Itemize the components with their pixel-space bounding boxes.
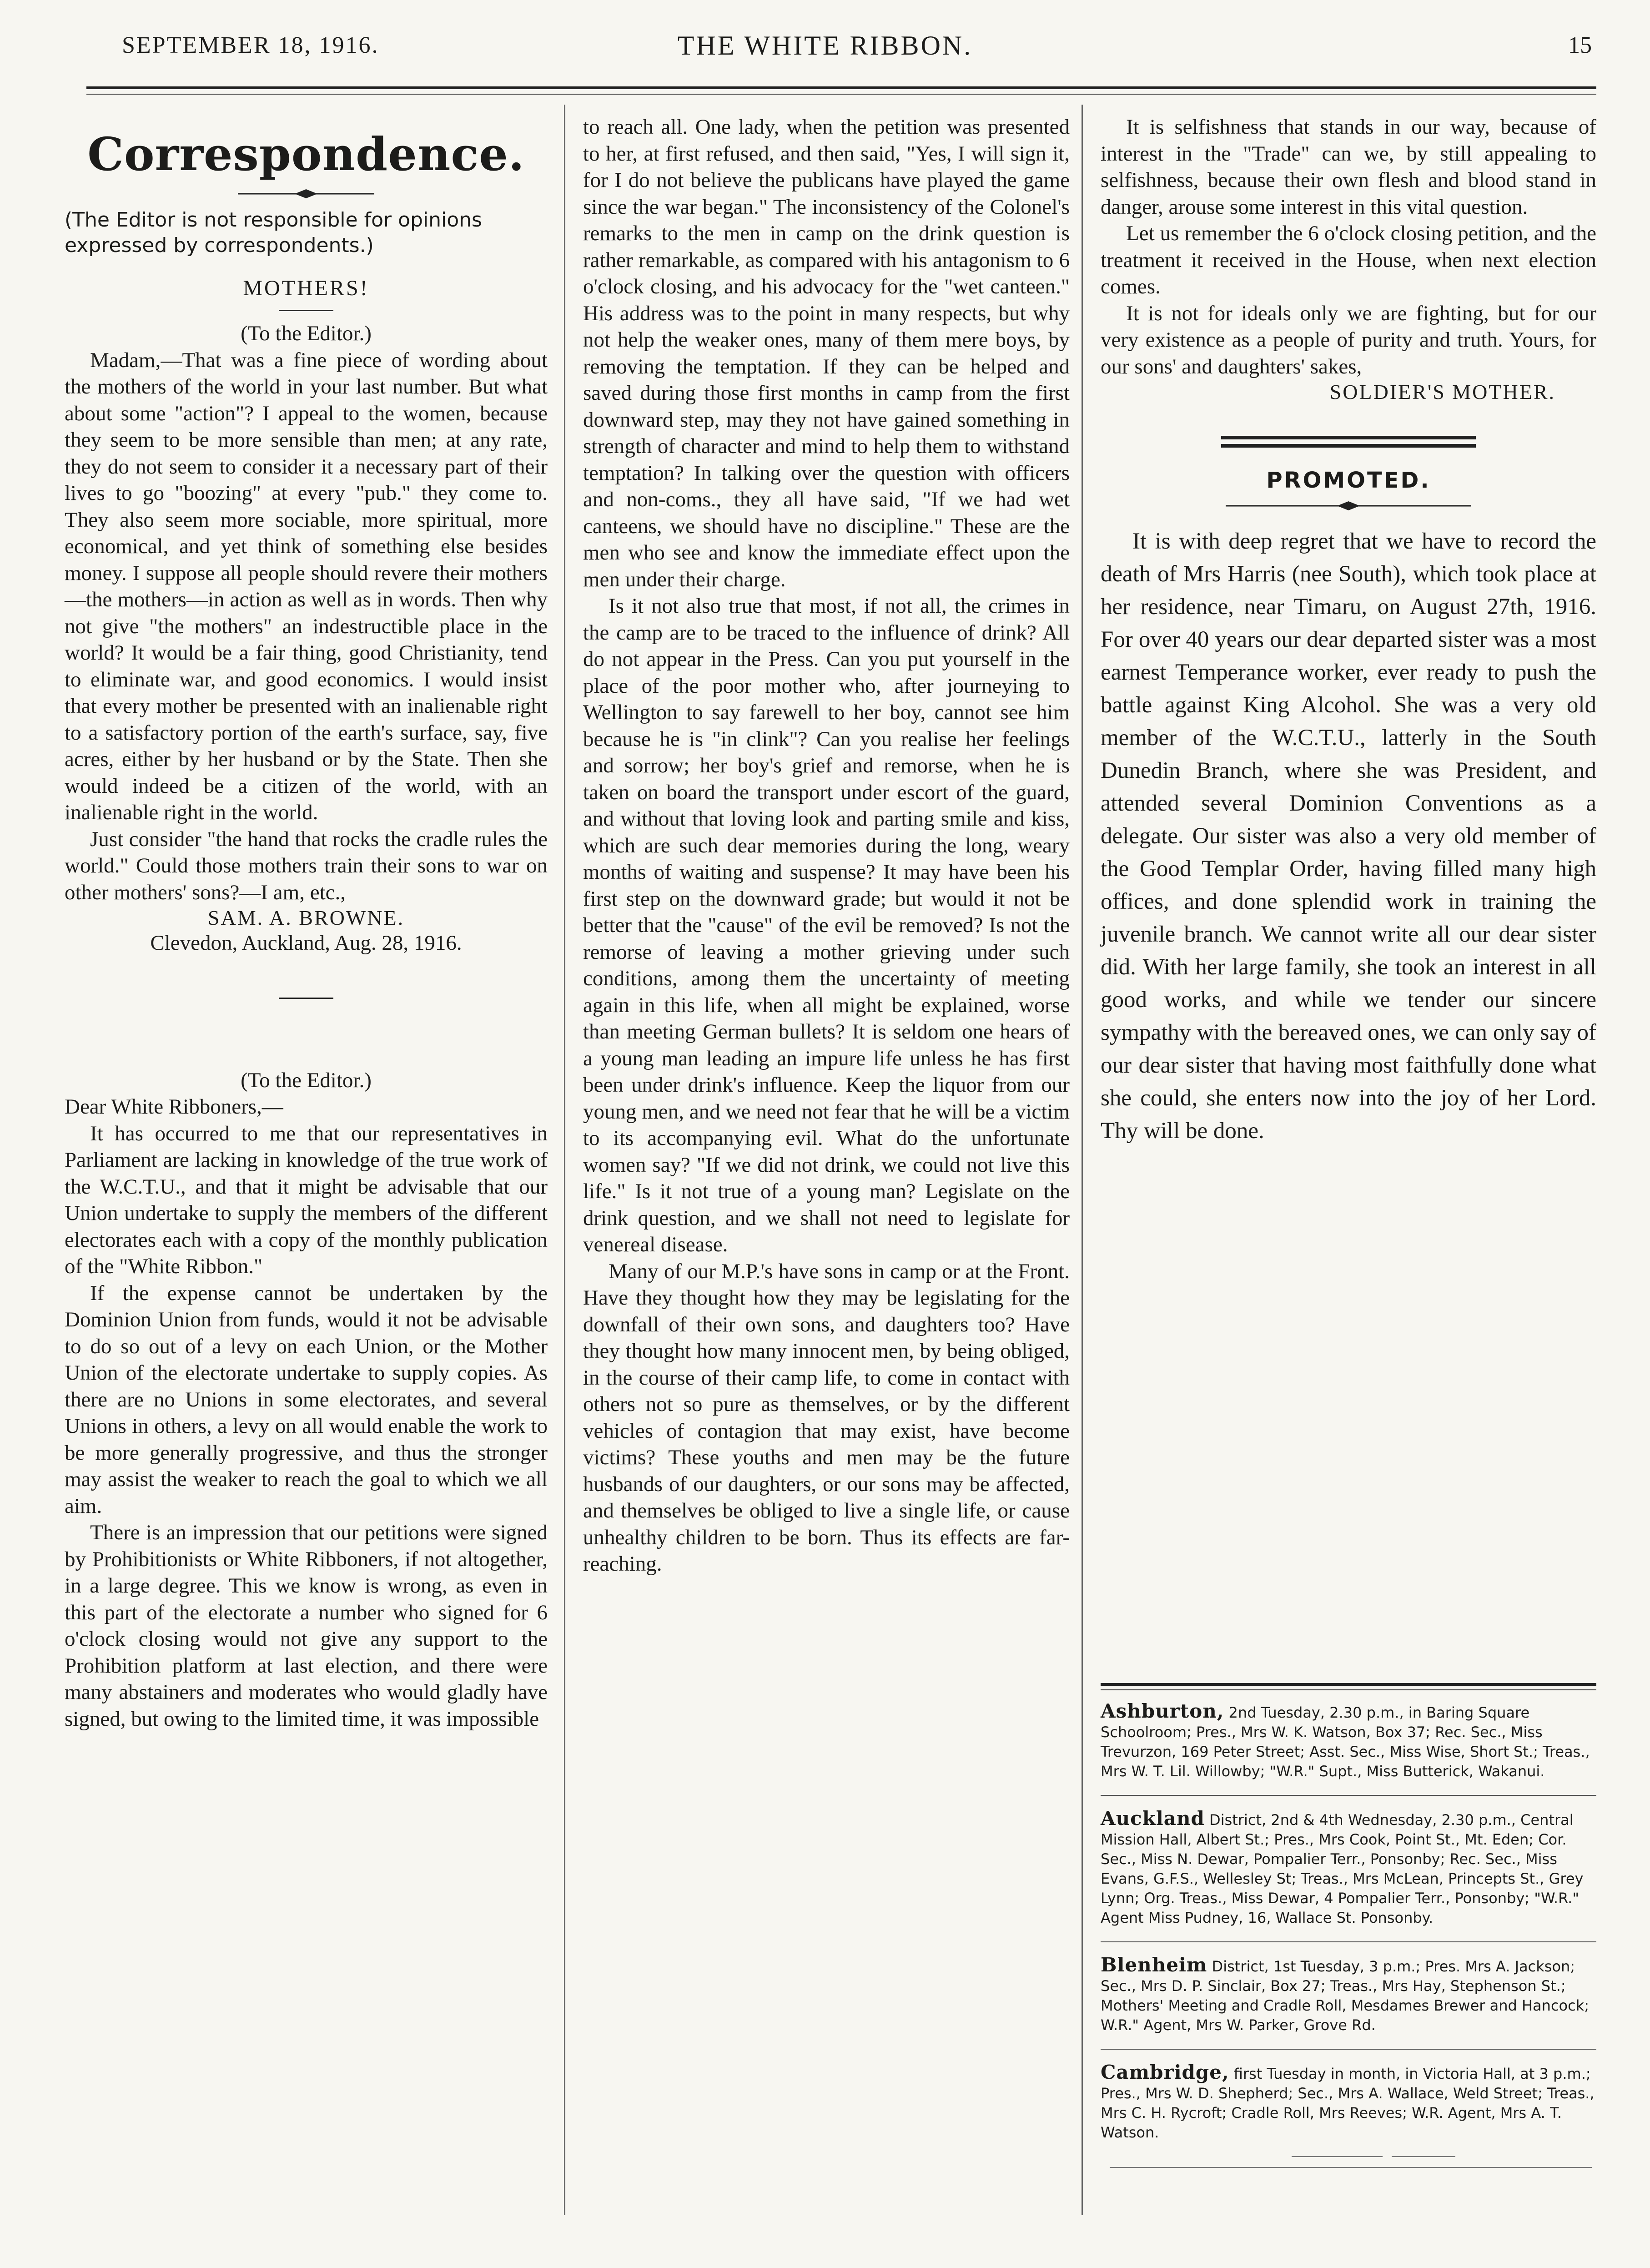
column-divider-1 [564, 105, 565, 2215]
union-name: Blenheim [1101, 1954, 1207, 1976]
to-editor-label: (To the Editor.) [241, 1068, 372, 1092]
publication-title: THE WHITE RIBBON. [677, 30, 973, 60]
to-editor-label: (To the Editor.) [241, 322, 372, 345]
directory-rule [1101, 1683, 1596, 1686]
union-details: District, 2nd & 4th Wednesday, 2.30 p.m., Central Mission Hall, Albert St.; Pres., Mrs Cook, Point St., Mt. Eden; Cor. Sec., Miss N. Dewar, Pompalier Terr., Ponsonby; Rec. Sec., Miss Evans, G.F.S., Wellesley St; Treas., Mrs McLean, Princepts St., Grey Lynn; Org. Treas., Miss Dewar, 4 Pompalier Terr., Ponsonby; "W.R." Agent Miss Pudney, 16, Wallace St. Ponsonby. [1101, 1811, 1584, 1926]
letter-heading: MOTHERS! [243, 276, 369, 300]
entry-divider [1101, 1941, 1596, 1942]
issue-date: SEPTEMBER 18, 1916. [122, 32, 379, 58]
letter-paragraph: Is it not also true that most, if not all, the crimes in the camp are to be traced to the influence of drink? All do not appear in the Press. Can you put yourself in the place of the poor mother who, after journeying to Wellington to say farewell to her boy, cannot see him because he is "in clink"? Can you realise her feelings and sorrow; her boy's grief and remorse, when he is taken on board the transport under escort of the guard, and without that loving look and parting smile and kiss, which are such dear memories during the long, weary months of waiting and suspense? It may have been his first step on the downward grade; but would it not be better that the "cause" of the evil be removed? Is not the remorse of leaving a mother grieving under such conditions, among them the uncertainty of meeting again in this life, when all might be explained, worse than meeting German bullets? It is seldom one hears of a young man leading an impure life unless he has first been under drink's influence. Keep the liquor from our young men, and we need not fear that he will be a victim to its accompanying evil. What do the unfortunate women say? "If we did not drink, we could not live this life." Is it not true of a young man? Legislate on the drink question, and we shall not need to legislate for venereal disease. [583, 594, 1070, 1256]
letter-signature: SAM. A. BROWNE. [207, 906, 405, 929]
letter-paragraph: to reach all. One lady, when the petition was presented to her, at first refused, and then said, "Yes, I will sign it, for I do not believe the publicans have played the game since the war began." The inconsistency of the Colonel's remarks to the men in camp on the drink question is rather remarkable, as compared with his antagonism to 6 o'clock closing, and his advocacy for the "wet canteen." His address was to the point in many respects, but why not help the weaker ones, many of them mere boys, by removing the temptation. If they can be helped and saved during those first months in camp from the first downward step, may they not have gained something in strength of character and mind to help them to withstand temptation? In talking over the question with officers and non-coms., they all have said, "If we had wet canteens, we should have no discipline." These are the men who see and know the immediate effect upon the men under their charge. [583, 115, 1070, 591]
page-header [0, 28, 1650, 65]
column-2 [583, 114, 1070, 1578]
header-rule [86, 86, 1596, 89]
editor-note: (The Editor is not responsible for opinions expressed by correspondents.) [65, 208, 482, 257]
letter-paragraph: Just consider "the hand that rocks the cradle rules the world." Could those mothers train their sons to war on other mothers' sons?—I am, etc., [65, 827, 548, 904]
letter-paragraph: It is not for ideals only we are fighting, but for our very existence as a people of purity and truth. Yours, for our sons' and daughters' sakes, [1101, 301, 1596, 378]
section-rule [1221, 436, 1476, 448]
letter-place-date: Clevedon, Auckland, Aug. 28, 1916. [150, 931, 462, 955]
page-number: 15 [1568, 32, 1592, 58]
union-details: 2nd Tuesday, 2.30 p.m., in Baring Square Schoolroom; Pres., Mrs W. K. Watson, Box 37; Rec. Sec., Miss Trevurzon, 169 Peter Street; Asst. Sec., Miss Wise, Short St.; Treas., Mrs W. T. Lil. Willowby; "W.R." Supt., Miss Butterick, Wakanui. [1101, 1704, 1590, 1780]
letter-paragraph: There is an impression that our petitions were signed by Prohibitionists or White Ribboners, if not altogether, in a large degree. This we know is wrong, as even in this part of the electorate a number who signed for 6 o'clock closing would not give any support to the Prohibition platform at last election, and there were many abstainers and moderates who would gladly have signed, but owing to the limited time, it was impossible [65, 1521, 548, 1731]
entry-divider [1101, 2049, 1596, 2050]
short-rule [279, 310, 333, 311]
union-name: Cambridge, [1101, 2061, 1229, 2083]
letter-paragraph: It is selfishness that stands in our way, because of interest in the "Trade" can we, by still appealing to selfishness, because their own flesh and blood stand in danger, arouse some interest in this vital question. [1101, 115, 1596, 219]
short-rule [279, 998, 333, 999]
union-directory [1101, 1683, 1596, 2170]
directory-entry [1101, 1701, 1596, 1781]
letter-paragraph: If the expense cannot be undertaken by the Dominion Union from funds, would it not be advisable to do so out of a levy on each Union, or the Mother Union of the electorate undertake to supply copies. As there are no Unions in some electorates, and several Unions in others, a levy on all would enable the work to be more generally progressive, and thus the stronger may assist the weaker to reach the goal to which we all aim. [65, 1281, 548, 1518]
letter-paragraph: Many of our M.P.'s have sons in camp or at the Front. Have they thought how they may be legislating for the downfall of their own sons, and daughters too? Have they thought how many innocent men, by being obliged, in the course of their camp life, to come in contact with others not so pure as themselves, or by the different vehicles of contagion that may exist, have become victims? These youths and men may be the future husbands of our daughters, or our sons may be affected, and themselves be obliged to live a single life, or cause unhealthy children to be born. Thus its effects are far-reaching. [583, 1259, 1070, 1576]
union-details: first Tuesday in month, in Victoria Hall, at 3 p.m.; Pres., Mrs W. D. Shepherd; Sec., Mrs A. Wallace, Weld Street; Treas., Mrs C. H. Rycroft; Cradle Roll, Mrs Reeves; W.R. Agent, Mrs A. T. Watson. [1101, 2065, 1595, 2141]
union-details: District, 1st Tuesday, 3 p.m.; Pres. Mrs A. Jackson; Sec., Mrs D. P. Sinclair, Box 27; Treas., Mrs Hay, Stephenson St.; Mothers' Meeting and Cradle Roll, Mesdames Brewer and Hancock; W.R." Agent, Mrs W. Parker, Grove Rd. [1101, 1958, 1590, 2034]
directory-entry [1101, 2062, 1596, 2142]
directory-entry [1101, 1809, 1596, 1928]
section-title-promoted: PROMOTED. [1266, 468, 1431, 493]
letter-signature: SOLDIER'S MOTHER. [1329, 380, 1555, 403]
ornament-rule-icon [1226, 500, 1471, 511]
section-title-correspondence: Correspondence. [87, 127, 525, 181]
union-name: Auckland [1101, 1807, 1205, 1830]
directory-entry [1101, 1955, 1596, 2035]
entry-divider [1101, 1795, 1596, 1796]
obituary-text: It is with deep regret that we have to record the death of Mrs Harris (nee South), which took place at her residence, near Timaru, on August 27th, 1916. For over 40 years our dear departed sister was a most earnest Temperance worker, ever ready to push the battle against King Alcohol. She was a very old member of the W.C.T.U., latterly in the South Dunedin Branch, where she was President, and attended several Dominion Conventions as a delegate. Our sister was also a very old member of the Good Templar Order, having filled many high offices, and done splendid work in training the juvenile branch. We cannot write all our dear sister did. With her large family, she took an interest in all good works, and while we tender our sincere sympathy with the bereaved ones, we can only say of our dear sister that having most faithfully done what she could, she enters now into the joy of her Lord. Thy will be done. [1101, 529, 1596, 1144]
union-name: Ashburton, [1101, 1700, 1224, 1722]
header-rule-thin [86, 94, 1596, 95]
letter-paragraph: Let us remember the 6 o'clock closing petition, and the treatment it received in the House, when next election comes. [1101, 222, 1596, 298]
faded-rule [1101, 2152, 1596, 2170]
ornament-rule-icon [238, 188, 374, 199]
letter-salutation: Dear White Ribboners,— [65, 1095, 283, 1119]
column-1 [65, 114, 548, 1732]
column-3 [1101, 114, 1596, 1147]
letter-paragraph: Madam,—That was a fine piece of wording about the mothers of the world in your last number. But what about some "action"? I appeal to the women, because they seem to be more sensible than men; at any rate, they do not seem to consider it a necessary part of their lives to go "boozing" at every "pub." they come to. They also seem more sociable, more spiritual, more economical, and yet think of something else besides money. I suppose all people should revere their mothers—the mothers—in action as well as in words. Then why not give "the mothers" an indestructible place in the world? It would be a fair thing, good Christianity, tend to eliminate war, and good economics. I would insist that every mother be presented with an inalienable right to a satisfactory portion of the earth's surface, say, five acres, either by her husband or by the State. Then she would indeed be a citizen of the world, with an inalienable right in the world. [65, 348, 548, 824]
column-divider-2 [1082, 105, 1083, 2215]
letter-paragraph: It has occurred to me that our representatives in Parliament are lacking in knowledge of the true work of the W.C.T.U., and that it might be advisable that our Union undertake to supply the members of the different electorates each with a copy of the monthly publication of the "White Ribbon." [65, 1121, 548, 1278]
